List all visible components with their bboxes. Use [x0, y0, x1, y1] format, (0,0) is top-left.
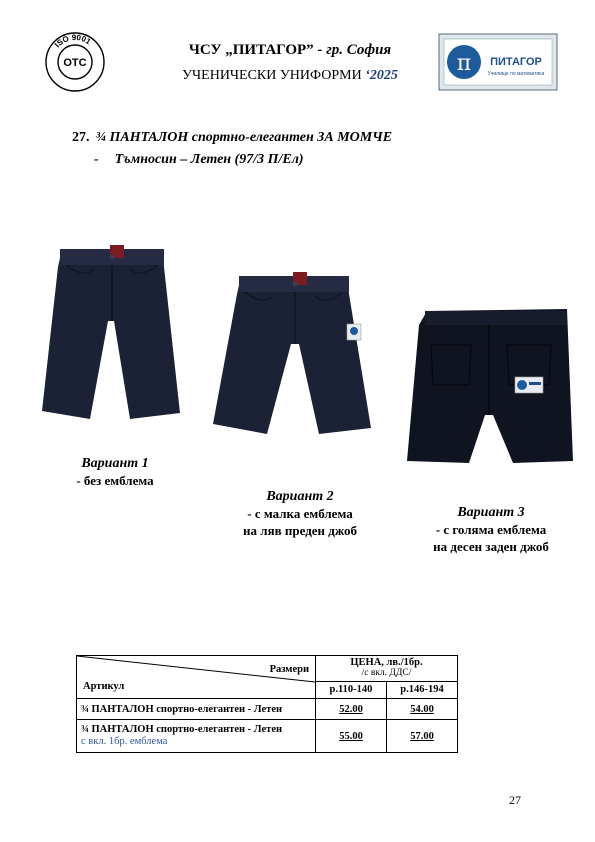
catalog-year: ‘2025 — [365, 68, 398, 83]
price-cell: 54.00 — [387, 699, 458, 720]
variant-2-title: Вариант 2 — [266, 489, 334, 504]
price-header-note: /с вкл. ДДС/ — [361, 668, 412, 679]
table-row — [77, 699, 458, 720]
article-name — [77, 720, 316, 753]
price-cell: 55.00 — [316, 720, 387, 753]
article-name: ¾ ПАНТАЛОН спортно-елегантен - Летен — [77, 699, 316, 720]
variant-2-desc: - с малка емблема — [247, 506, 353, 521]
catalog-subtitle — [145, 68, 435, 84]
subtitle-text: УЧЕНИЧЕСКИ УНИФОРМИ — [182, 68, 366, 83]
item-subheading — [94, 152, 304, 168]
item-number: 27. — [72, 130, 90, 145]
variant-3-desc: - с голяма емблема — [435, 522, 547, 537]
variant-2-desc-2: на ляв преден джоб — [243, 523, 357, 538]
shorts-back-large-emblem-image — [405, 305, 575, 465]
sizes-header: Размери — [269, 664, 309, 675]
price-cell: 57.00 — [387, 720, 458, 753]
article-header: Артикул — [83, 681, 125, 692]
price-cell: 52.00 — [316, 699, 387, 720]
iso-9001-logo — [44, 31, 106, 93]
brand-tagline: Училище по математика — [487, 71, 545, 77]
shorts-small-emblem-image — [207, 268, 379, 438]
article-name-text: ¾ ПАНТАЛОН спортно-елегантен - Летен — [81, 724, 283, 735]
size-column-2: р.146-194 — [387, 681, 458, 698]
item-title: ¾ ПАНТАЛОН спортно-елегантен ЗА МОМЧЕ — [95, 130, 393, 145]
article-note: с вкл. 1бр. емблема — [81, 736, 168, 747]
svg-text:π: π — [456, 51, 472, 76]
subheading-dash: - — [94, 152, 99, 167]
table-row — [77, 720, 458, 753]
variant-1-caption — [40, 455, 190, 489]
school-name-text: ЧСУ „ПИТАГОР” - — [188, 42, 327, 58]
variant-1-desc: - без емблема — [76, 473, 154, 488]
variant-1-title: Вариант 1 — [81, 456, 149, 471]
page-number: 27 — [509, 793, 521, 807]
svg-text:OTC: OTC — [63, 57, 87, 69]
variant-3-desc-2: на десен заден джоб — [433, 539, 549, 554]
svg-text:ISO 9001: ISO 9001 — [52, 32, 93, 50]
variant-3-caption — [405, 504, 577, 555]
size-column-1: р.110-140 — [316, 681, 387, 698]
price-table — [76, 655, 458, 753]
school-city: гр. София — [326, 42, 392, 58]
item-heading — [72, 130, 392, 146]
pitagor-logo — [438, 33, 558, 91]
item-color-season: Тъмносин – Летен (97/3 П/Ел) — [114, 152, 304, 167]
shorts-front-image — [38, 243, 186, 425]
brand-name: ПИТАГОР — [490, 56, 542, 68]
school-name — [145, 42, 435, 59]
price-header — [316, 656, 458, 682]
variant-3-title: Вариант 3 — [457, 505, 525, 520]
price-header-label: ЦЕНА, лв./1бр. — [350, 657, 423, 669]
table-corner-header — [77, 656, 316, 699]
variant-2-caption — [210, 488, 390, 539]
